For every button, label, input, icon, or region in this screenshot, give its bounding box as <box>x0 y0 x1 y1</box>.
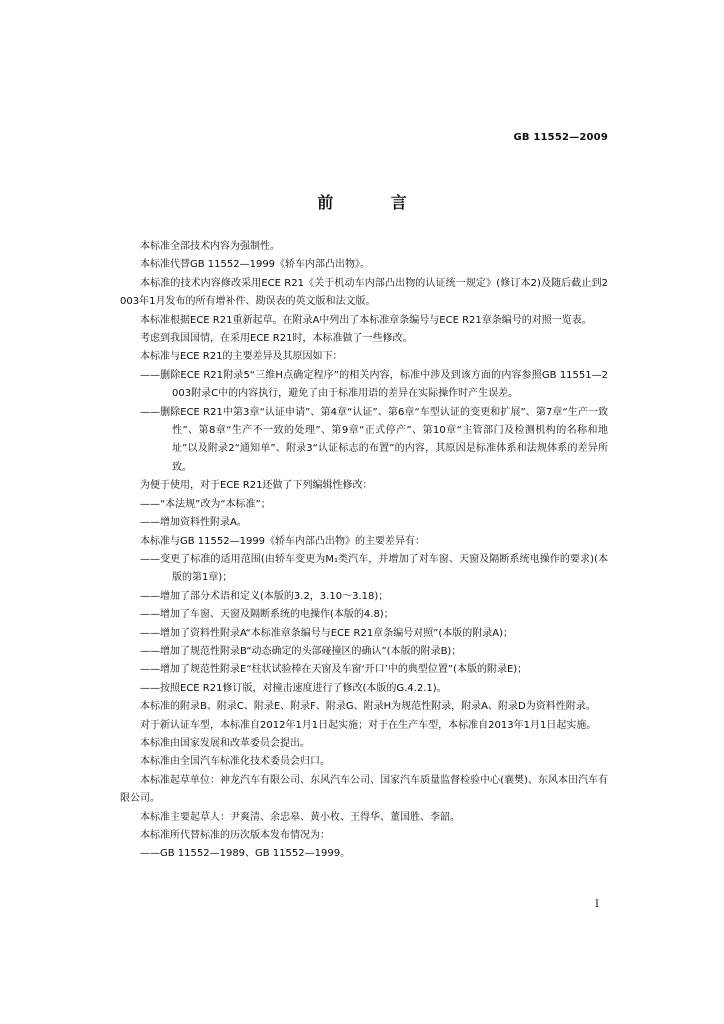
paragraph: 本标准所代替标准的历次版本发布情况为： <box>140 830 330 841</box>
list-item: ——增加了规范性附录B“动态确定的头部碰撞区的确认”(本版的附录B)； <box>140 645 462 657</box>
paragraph: 本标准代替GB 11552—1999《轿车内部凸出物》。 <box>140 259 371 271</box>
list-item: ——增加了车窗、天窗及隔断系统的电操作(本版的4.8)； <box>140 609 394 621</box>
list-item: ——删除ECE R21中第3章“认证申请”、第4章“认证”、第6章“车型认证的变更和扩展”、第7章“生产一致性”、第8章“生产不一致的处理”、第9章“正式停产”、第10章“主管部门及检测机构的名称和地址”以及附录2“通知单”、附录3“认证标志的布置”的内容，其原因是标准体系和法规体系的差异所致。 <box>140 406 608 473</box>
list-item: ——增加了规范性附录E“柱状试验棒在天窗及车窗‘开口’中的典型位置”(本版的附录E)； <box>140 664 528 676</box>
standard-code: GB 11552—2009 <box>513 132 608 143</box>
paragraph: 本标准的附录B、附录C、附录E、附录F、附录G、附录H为规范性附录，附录A、附录D为资料性附录。 <box>140 701 596 713</box>
paragraph: 本标准与GB 11552—1999《轿车内部凸出物》的主要差异有： <box>140 535 426 547</box>
document-body <box>120 238 608 864</box>
paragraph: 本标准由国家发展和改革委员会提出。 <box>140 737 310 749</box>
list-item: ——增加了资料性附录A“本标准章条编号与ECE R21章条编号对照”(本版的附录A)； <box>140 627 514 639</box>
paragraph: 为便于使用，对于ECE R21还做了下列编辑性修改： <box>140 480 373 492</box>
list-item: ——变更了标准的适用范围(由轿车变更为M₁类汽车，并增加了对车窗、天窗及隔断系统电操作的要求)(本版的第1章)； <box>140 553 608 584</box>
list-item: ——增加了部分术语和定义(本版的3.2，3.10～3.18)； <box>140 590 389 602</box>
paragraph: 本标准根据ECE R21重新起草。在附录A中列出了本标准章条编号与ECE R21章条编号的对照一览表。 <box>140 314 592 326</box>
page-title: 前 言 <box>317 193 433 212</box>
paragraph: 本标准与ECE R21的主要差异及其原因如下： <box>140 351 343 363</box>
paragraph: 考虑到我国国情，在采用ECE R21时，本标准做了一些修改。 <box>140 333 413 345</box>
paragraph: 本标准主要起草人：尹爽清、余忠皋、黄小枚、王得华、董国胜、李韶。 <box>140 811 460 823</box>
page-number: I <box>595 899 599 910</box>
paragraph: 本标准由全国汽车标准化技术委员会归口。 <box>140 756 330 768</box>
list-item: ——GB 11552—1989、GB 11552—1999。 <box>140 848 351 860</box>
paragraph: 对于新认证车型，本标准自2012年1月1日起实施；对于在生产车型，本标准自2013年1月1日起实施。 <box>140 719 597 731</box>
paragraph: 本标准起草单位：神龙汽车有限公司、东风汽车公司、国家汽车质量监督检验中心(襄樊)、东风本田汽车有限公司。 <box>120 774 608 805</box>
list-item: ——“本法规”改为“本标准”； <box>140 498 271 510</box>
paragraph: 本标准的技术内容修改采用ECE R21《关于机动车内部凸出物的认证统一规定》(修订本2)及随后截止到2003年1月发布的所有增补件、勘误表的英文版和法文版。 <box>120 277 608 308</box>
list-item: ——删除ECE R21附录5“三维H点确定程序”的相关内容，标准中涉及到该方面的内容参照GB 11551—2003附录C中的内容执行，避免了由于标准用语的差异在实际操作时产生误差。 <box>140 369 608 400</box>
list-item: ——按照ECE R21修订版，对撞击速度进行了修改(本版的G.4.2.1)。 <box>140 682 447 694</box>
list-item: ——增加资料性附录A。 <box>140 517 247 529</box>
paragraph: 本标准全部技术内容为强制性。 <box>140 241 280 252</box>
